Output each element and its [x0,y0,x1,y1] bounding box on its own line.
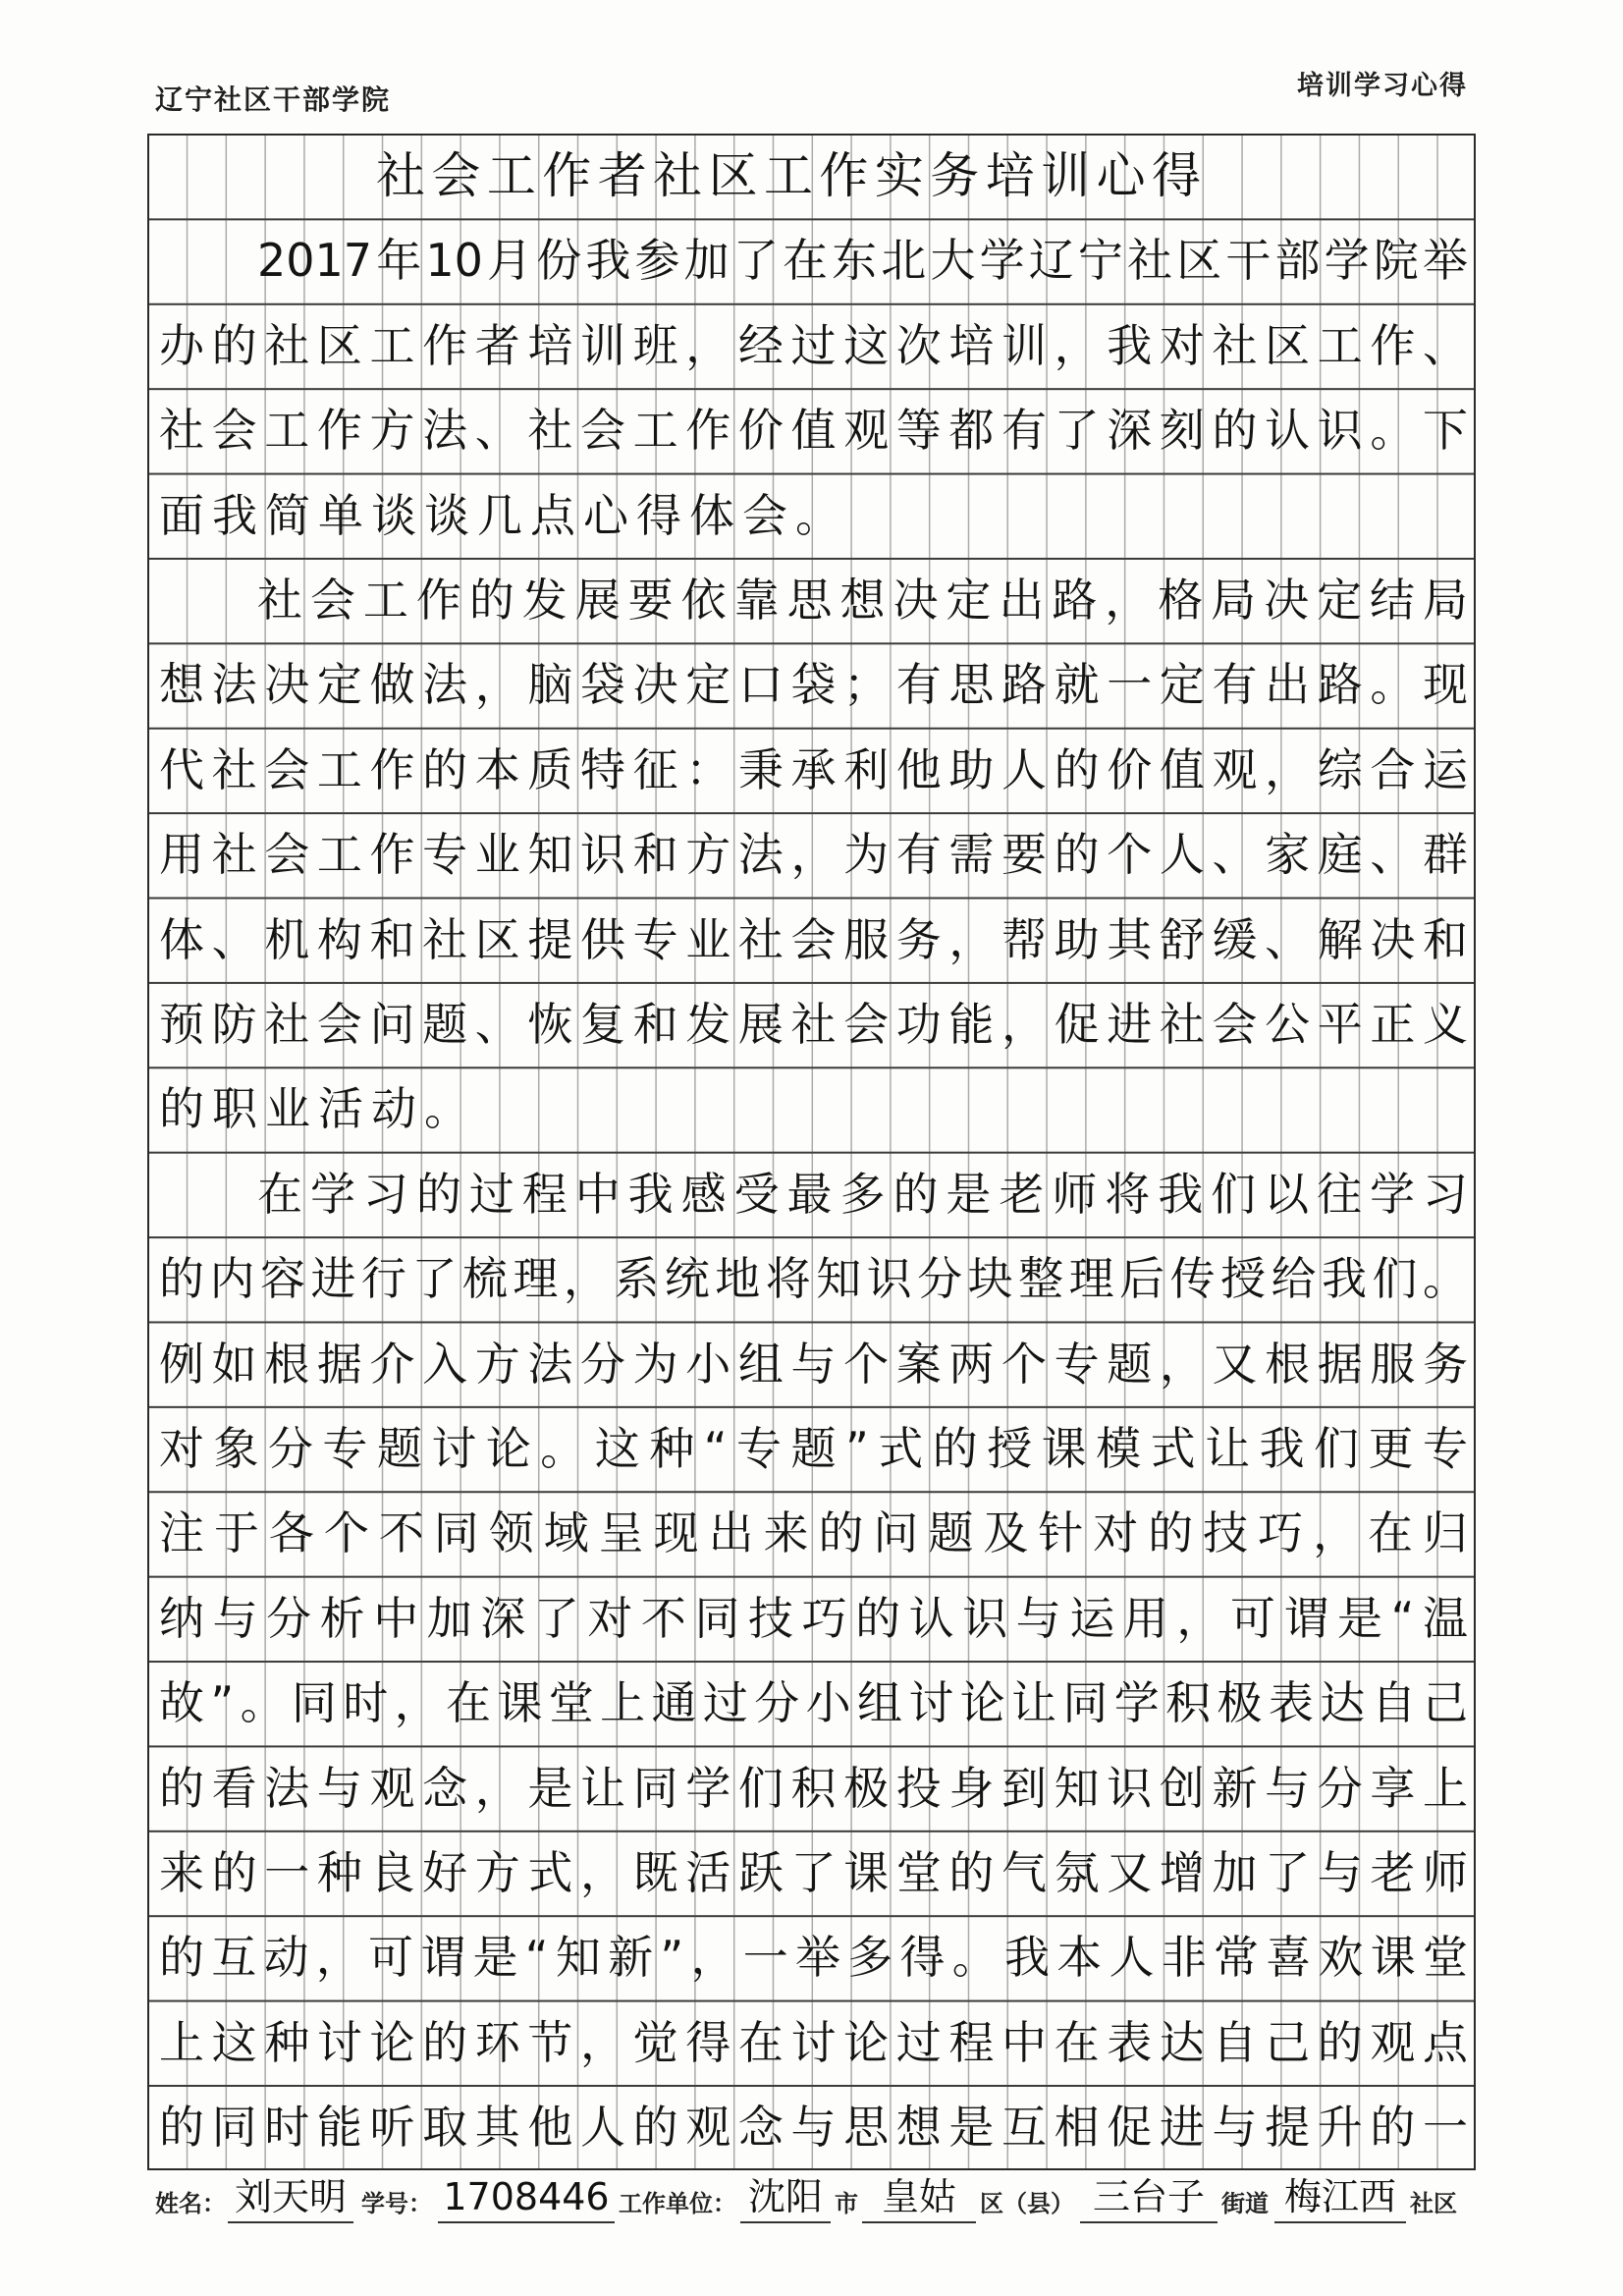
essay-line: 面我简单谈谈几点心得体会。 [159,488,848,542]
essay-line: 纳与分析中加深了对不同技巧的认识与运用，可谓是“温 [159,1591,1468,1645]
essay-line: 在学习的过程中我感受最多的是老师将我们以往学习 [257,1167,1468,1221]
essay-line: 办的社区工作者培训班，经过这次培训，我对社区工作、 [159,318,1468,372]
community-field: 梅江西 [1274,2172,1406,2223]
essay-line: 想法决定做法，脑袋决定口袋；有思路就一定有出路。现 [159,658,1468,712]
essay-line: 注于各个不同领域呈现出来的问题及针对的技巧，在归 [159,1506,1468,1560]
essay-line: 社会工作方法、社会工作价值观等都有了深刻的认识。下 [159,404,1468,458]
essay-line: 预防社会问题、恢复和发展社会功能，促进社会公平正义 [159,998,1468,1051]
essay-line: 代社会工作的本质特征：秉承利他助人的价值观，综合运 [159,742,1468,796]
grid-paper [147,134,1476,2170]
essay-line: 社会工作的发展要依靠思想决定出路，格局决定结局 [257,574,1468,627]
workplace-label: 工作单位： [619,2189,736,2217]
district-label: 区（县） [980,2189,1074,2217]
essay-line: 2017年10月份我参加了在东北大学辽宁社区干部学院举 [257,234,1468,288]
essay-line: 用社会工作专业知识和方法，为有需要的个人、家庭、群 [159,828,1468,882]
essay-line: 来的一种良好方式，既活跃了课堂的气氛又增加了与老师 [159,1846,1468,1899]
student-id-label: 学号： [361,2189,432,2217]
essay-line: 上这种讨论的环节，觉得在讨论过程中在表达自己的观点 [159,2015,1468,2069]
name-label: 姓名： [155,2189,226,2217]
essay-title: 社会工作者社区工作实务培训心得 [376,147,1201,204]
city-field: 沈阳 [740,2172,831,2223]
essay-line: 对象分专题讨论。这种“专题”式的授课模式让我们更专 [159,1422,1468,1475]
street-field: 三台子 [1080,2172,1217,2223]
student-id-field: 1708446 [438,2172,615,2223]
city-label: 市 [835,2189,858,2217]
essay-line: 体、机构和社区提供专业社会服务，帮助其舒缓、解决和 [159,912,1468,966]
district-field: 皇姑 [862,2172,976,2223]
essay-line: 的内容进行了梳理，系统地将知识分块整理后传授给我们。 [159,1252,1468,1306]
form-title-header: 培训学习心得 [1297,71,1468,101]
essay-line: 例如根据介入方法分为小组与个案两个专题，又根据服务 [159,1337,1468,1391]
essay-line: 故”。同时，在课堂上通过分小组讨论让同学积极表达自己 [159,1676,1468,1730]
essay-line: 的职业活动。 [159,1082,477,1136]
essay-line: 的互动，可谓是“知新”，一举多得。我本人非常喜欢课堂 [159,1931,1468,1985]
community-label: 社区 [1410,2189,1457,2217]
essay-line: 的看法与观念，是让同学们积极投身到知识创新与分享上 [159,1761,1468,1815]
institution-header: 辽宁社区干部学院 [155,83,392,116]
street-label: 街道 [1221,2189,1269,2217]
name-field: 刘天明 [228,2172,353,2223]
essay-line: 的同时能听取其他人的观念与思想是互相促进与提升的一 [159,2101,1468,2155]
